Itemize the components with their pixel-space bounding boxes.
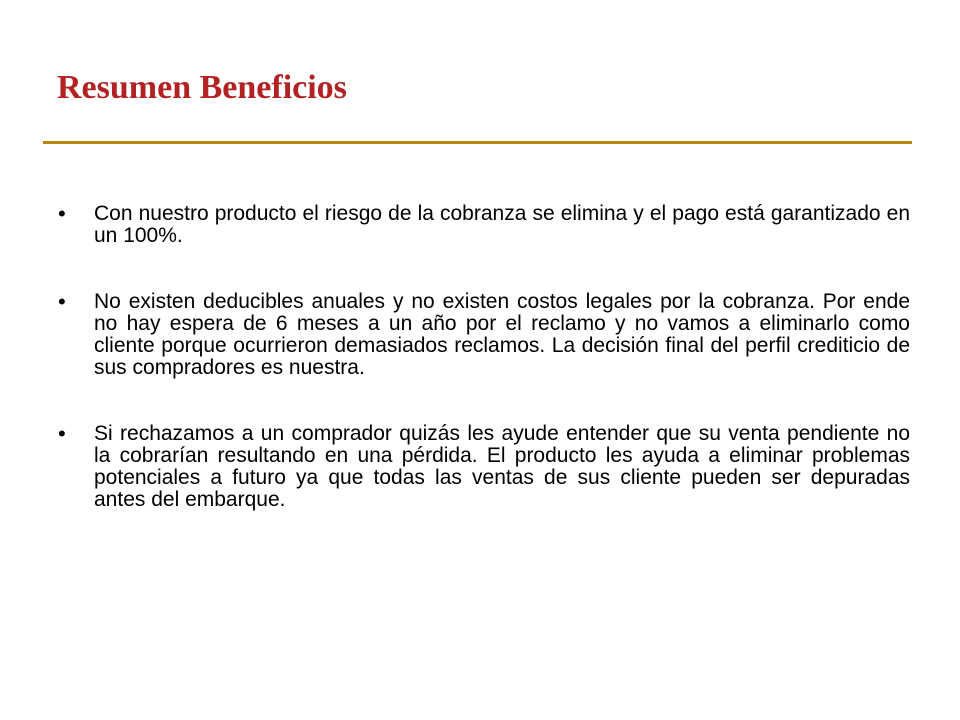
bullet-text: Con nuestro producto el riesgo de la cobranza se elimina y el pago está garantizado en un 100%. <box>94 202 910 247</box>
title-divider <box>43 141 912 144</box>
bullet-icon: • <box>58 421 66 446</box>
bullet-list <box>58 203 910 555</box>
bullet-text: Si rechazamos a un comprador quizás les ayude entender que su venta pendiente no la cobrarían resultando en una pérdida. El producto les ayuda a eliminar problemas potenciales a futuro ya que todas las ventas de sus cliente pueden ser depuradas antes del embarque. <box>94 422 910 511</box>
bullet-item <box>58 203 910 247</box>
bullet-text: No existen deducibles anuales y no existen costos legales por la cobranza. Por ende no hay espera de 6 meses a un año por el reclamo y no vamos a eliminarlo como cliente porque ocurrieron demasiados reclamos. La decisión final del perfil crediticio de sus compradores es nuestra. <box>94 290 910 379</box>
slide-title: Resumen Beneficios <box>57 69 347 106</box>
bullet-item <box>58 291 910 379</box>
bullet-icon: • <box>58 201 66 226</box>
bullet-item <box>58 423 910 511</box>
bullet-icon: • <box>58 289 66 314</box>
